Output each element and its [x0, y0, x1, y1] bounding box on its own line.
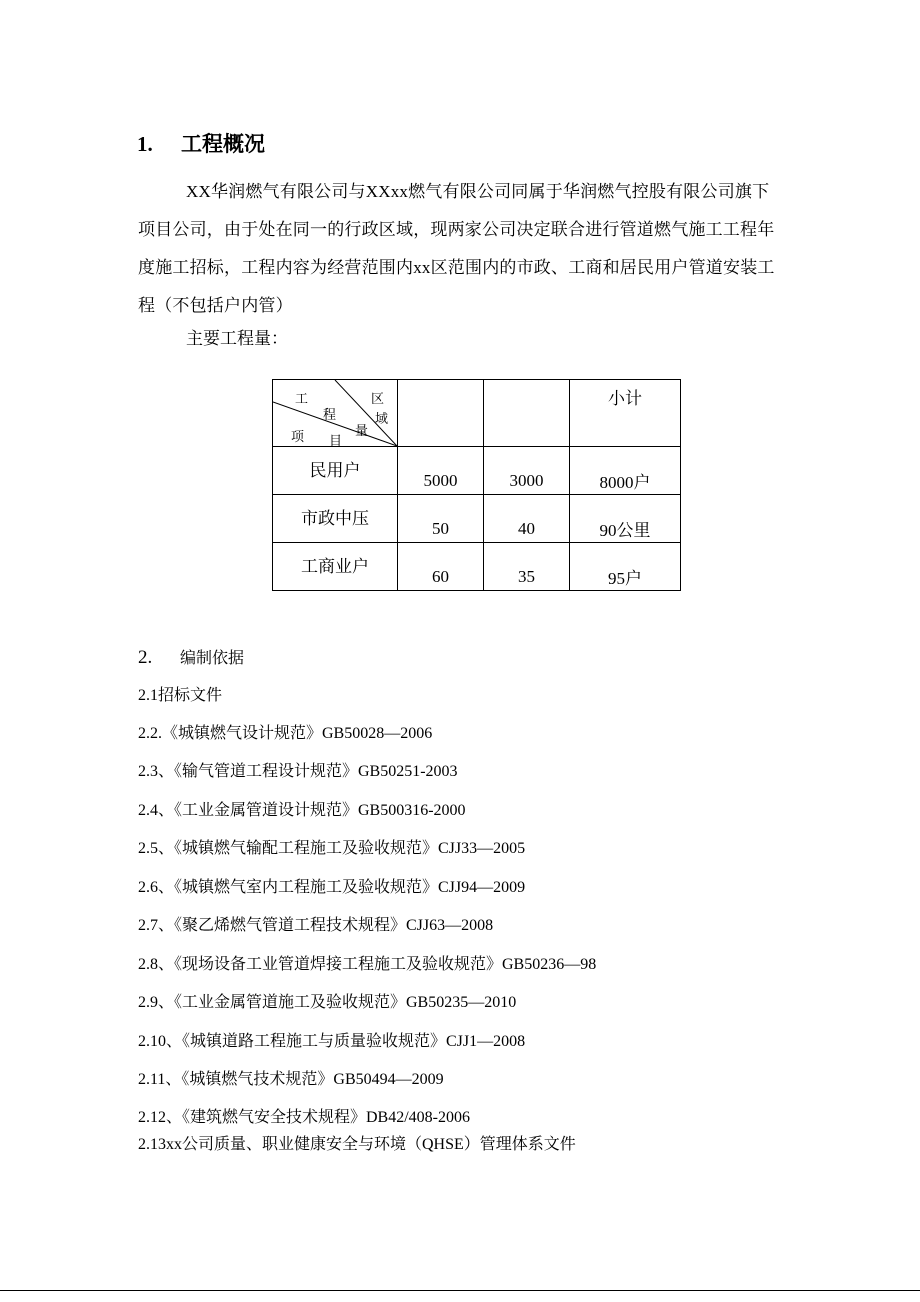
- row-total: 8000户: [599, 473, 651, 492]
- reference-item: 2.11、《城镇燃气技术规范》GB50494—2009: [138, 1071, 444, 1088]
- table-header-row: [273, 380, 681, 447]
- table-row: [273, 447, 681, 495]
- corner-char: 目: [329, 433, 343, 448]
- row-label: 民用户: [309, 461, 361, 480]
- row-total: 95户: [608, 569, 642, 588]
- corner-char: 域: [375, 411, 389, 426]
- section-2-title: 编制依据: [180, 650, 245, 667]
- quantities-subheading: 主要工程量：: [186, 329, 288, 348]
- reference-item: 2.12、《建筑燃气安全技术规程》DB42/408-2006: [138, 1109, 471, 1126]
- row-label: 市政中压: [301, 509, 369, 528]
- reference-item: 2.9、《工业金属管道施工及验收规范》GB50235—2010: [138, 994, 517, 1011]
- corner-char: 程: [323, 407, 337, 422]
- table-row: [273, 543, 681, 591]
- reference-item: 2.3、《输气管道工程设计规范》GB50251-2003: [138, 763, 458, 780]
- section-1-title: 工程概况: [181, 132, 265, 156]
- reference-item: 2.5、《城镇燃气输配工程施工及验收规范》CJJ33—2005: [138, 840, 526, 857]
- section-1-heading: [137, 128, 265, 158]
- row-value: 35: [518, 566, 535, 586]
- table-header-col2: [484, 380, 570, 447]
- section-1-number: 1.: [137, 132, 153, 156]
- table-header-subtotal: 小计: [608, 389, 642, 408]
- corner-char: 工: [295, 391, 309, 406]
- section-1-paragraph: XX华润燃气有限公司与XXxx燃气有限公司同属于华润燃气控股有限公司旗下项目公司，由于处在同一的行政区域，现两家公司决定联合进行管道燃气施工工程年度施工招标，工程内容为经营范围内xx区范围内的市政、工商和居民用户管道安装工程（不包括户内管）: [138, 182, 775, 315]
- reference-item: 2.1招标文件: [138, 687, 223, 704]
- corner-char: 区: [371, 391, 385, 406]
- section-2-number: 2.: [138, 647, 153, 668]
- page-bottom-rule: [0, 1290, 920, 1291]
- section-2-heading: [138, 645, 244, 669]
- table-header-subtotal-cell: [570, 380, 681, 447]
- table-header-col1: [398, 380, 484, 447]
- row-label: 工商业户: [301, 557, 369, 576]
- reference-item: 2.2.《城镇燃气设计规范》GB50028—2006: [138, 725, 433, 742]
- corner-char: 项: [291, 429, 305, 444]
- reference-item: 2.8、《现场设备工业管道焊接工程施工及验收规范》GB50236—98: [138, 956, 597, 973]
- table-corner-header: [273, 380, 398, 447]
- reference-item: 2.6、《城镇燃气室内工程施工及验收规范》CJJ94—2009: [138, 879, 526, 896]
- reference-item: 2.10、《城镇道路工程施工与质量验收规范》CJJ1—2008: [138, 1033, 526, 1050]
- reference-item: 2.7、《聚乙烯燃气管道工程技术规程》CJJ63—2008: [138, 917, 494, 934]
- reference-item: 2.4、《工业金属管道设计规范》GB500316-2000: [138, 802, 466, 819]
- row-value: 5000: [423, 470, 458, 490]
- row-value: 40: [518, 518, 535, 538]
- row-value: 3000: [509, 470, 544, 490]
- table-row: [273, 495, 681, 543]
- corner-char: 量: [355, 423, 369, 438]
- row-value: 60: [432, 566, 449, 586]
- row-value: 50: [432, 518, 449, 538]
- row-total: 90公里: [599, 521, 651, 540]
- reference-item: 2.13xx公司质量、职业健康安全与环境（QHSE）管理体系文件: [138, 1136, 576, 1153]
- quantities-table: [272, 379, 681, 591]
